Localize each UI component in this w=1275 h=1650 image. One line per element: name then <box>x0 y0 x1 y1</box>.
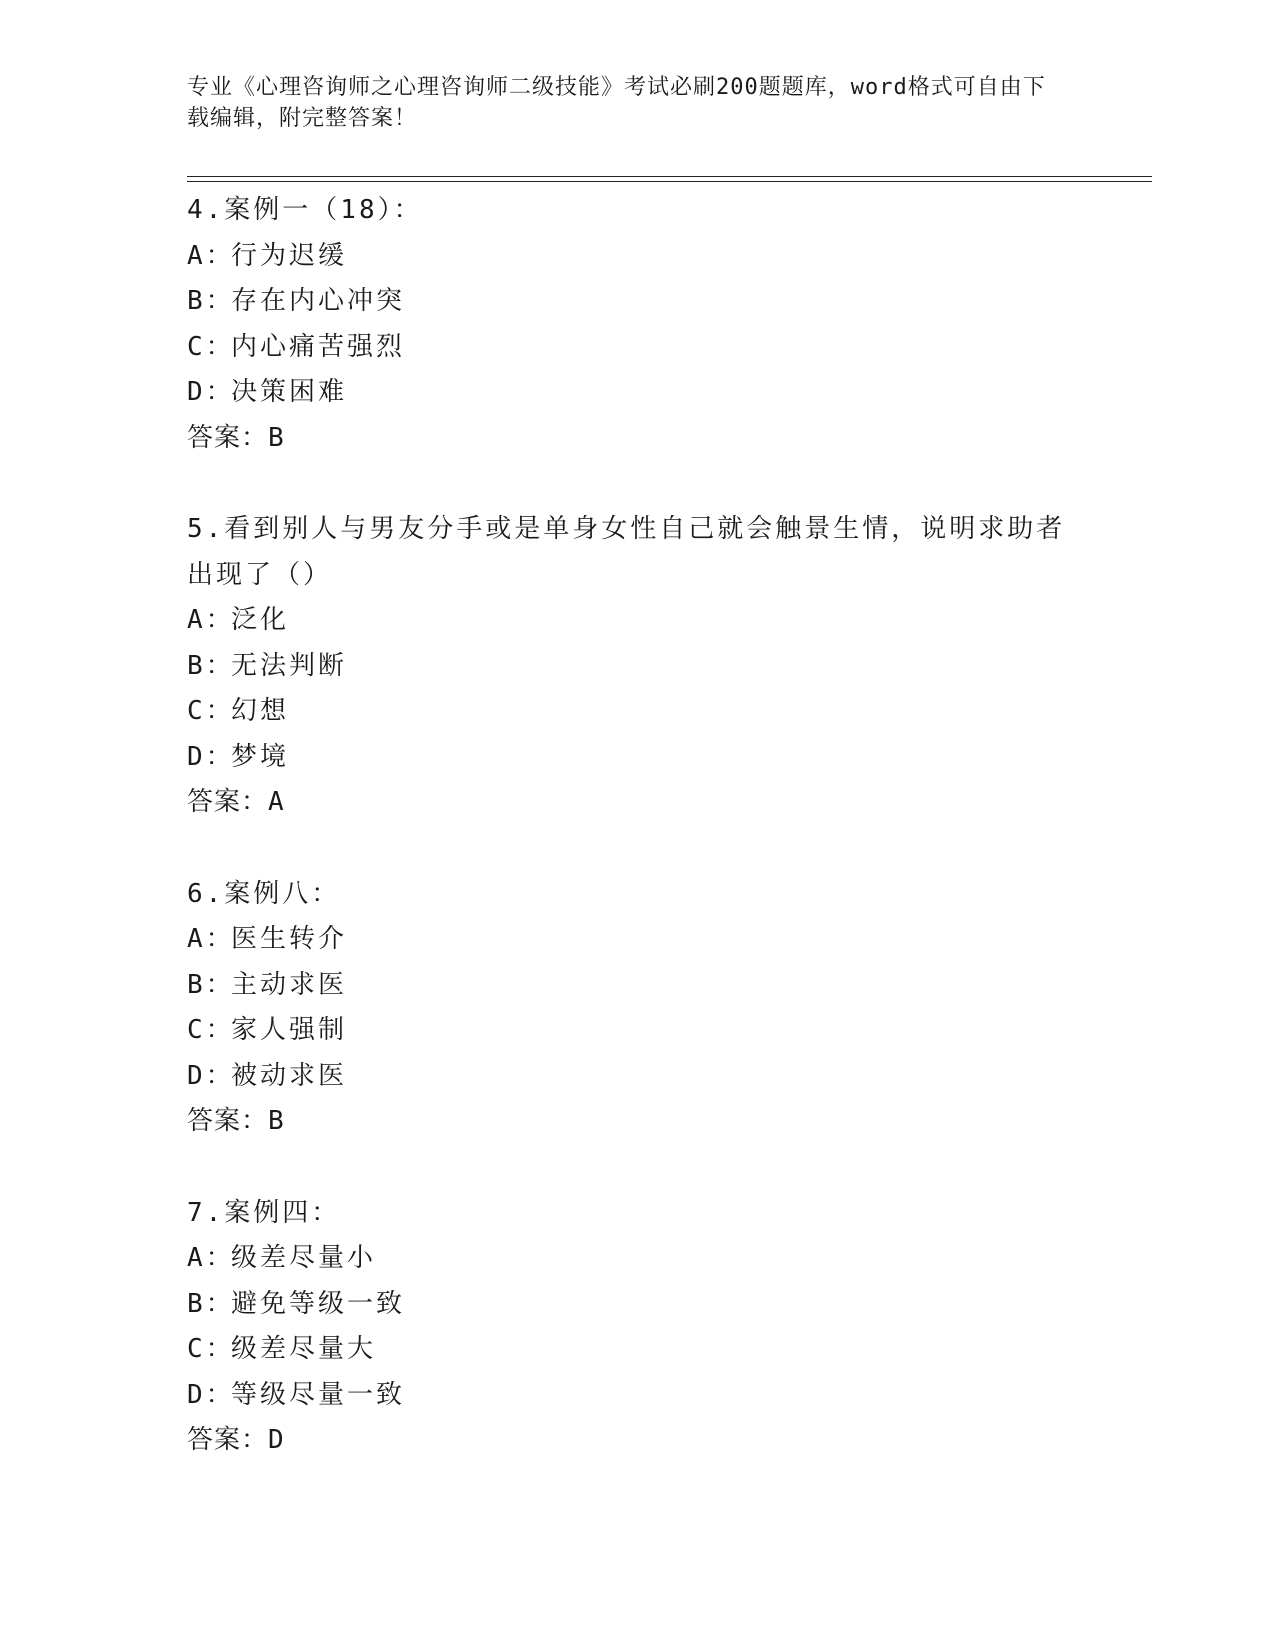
option-b <box>187 644 1067 690</box>
question-item <box>187 507 1067 826</box>
question-stem: 7.案例四： <box>187 1197 341 1228</box>
answer-value: A <box>268 787 287 817</box>
answer-label: 答案： <box>187 1106 269 1136</box>
answer-label: 答案： <box>187 787 269 817</box>
option-a <box>187 234 1067 280</box>
answer-line <box>187 1099 1067 1145</box>
option-d <box>187 1054 1067 1100</box>
question-list <box>187 188 1067 1510</box>
document-header: 专业《心理咨询师之心理咨询师二级技能》考试必刷200题题库，word格式可自由下载编辑，附完整答案！ <box>187 75 1046 131</box>
option-d <box>187 1373 1067 1419</box>
option-text: 梦境 <box>231 741 290 772</box>
answer-line <box>187 416 1067 462</box>
option-key: D： <box>187 1379 235 1410</box>
option-key: D： <box>187 377 235 407</box>
option-d <box>187 735 1067 781</box>
option-key: A： <box>187 240 235 271</box>
option-text: 无法判断 <box>231 650 348 681</box>
option-c <box>187 1008 1067 1054</box>
answer-value: B <box>268 422 287 453</box>
option-text: 存在内心冲突 <box>231 286 406 316</box>
option-text: 等级尽量一致 <box>231 1379 406 1410</box>
option-text: 决策困难 <box>231 377 348 407</box>
option-key: B： <box>187 650 235 681</box>
option-key: C： <box>187 696 235 726</box>
answer-value: D <box>268 1425 287 1455</box>
option-key: D： <box>187 741 235 772</box>
option-key: A： <box>187 1243 235 1273</box>
answer-line <box>187 780 1067 826</box>
option-key: C： <box>187 331 235 362</box>
option-key: B： <box>187 286 235 316</box>
option-key: D： <box>187 1060 235 1091</box>
option-c <box>187 325 1067 371</box>
option-text: 主动求医 <box>231 969 348 1000</box>
option-text: 内心痛苦强烈 <box>231 331 406 362</box>
option-b <box>187 963 1067 1009</box>
option-key: A： <box>187 924 235 954</box>
option-key: B： <box>187 1288 235 1319</box>
answer-line <box>187 1418 1067 1464</box>
option-key: A： <box>187 605 235 635</box>
option-b <box>187 279 1067 325</box>
answer-label: 答案： <box>187 422 269 453</box>
option-text: 泛化 <box>231 605 290 635</box>
option-key: C： <box>187 1334 235 1364</box>
option-text: 医生转介 <box>231 924 348 954</box>
option-a <box>187 598 1067 644</box>
option-text: 家人强制 <box>231 1015 348 1045</box>
question-stem: 6.案例八： <box>187 878 341 909</box>
option-d <box>187 370 1067 416</box>
option-a <box>187 917 1067 963</box>
option-key: C： <box>187 1015 235 1045</box>
option-b <box>187 1282 1067 1328</box>
option-c <box>187 1327 1067 1373</box>
answer-value: B <box>268 1106 287 1136</box>
option-c <box>187 689 1067 735</box>
option-key: B： <box>187 969 235 1000</box>
option-text: 被动求医 <box>231 1060 348 1091</box>
option-text: 避免等级一致 <box>231 1288 406 1319</box>
option-text: 级差尽量大 <box>231 1334 377 1364</box>
option-text: 幻想 <box>231 696 290 726</box>
question-item <box>187 1191 1067 1464</box>
question-item <box>187 188 1067 461</box>
option-text: 级差尽量小 <box>231 1243 377 1273</box>
answer-label: 答案： <box>187 1425 269 1455</box>
question-stem: 4.案例一（18）： <box>187 195 423 225</box>
question-item <box>187 872 1067 1145</box>
question-stem: 5.看到别人与男友分手或是单身女性自己就会触景生情，说明求助者出现了（） <box>187 514 1066 590</box>
header-divider <box>187 176 1152 182</box>
option-a <box>187 1236 1067 1282</box>
option-text: 行为迟缓 <box>231 240 348 271</box>
